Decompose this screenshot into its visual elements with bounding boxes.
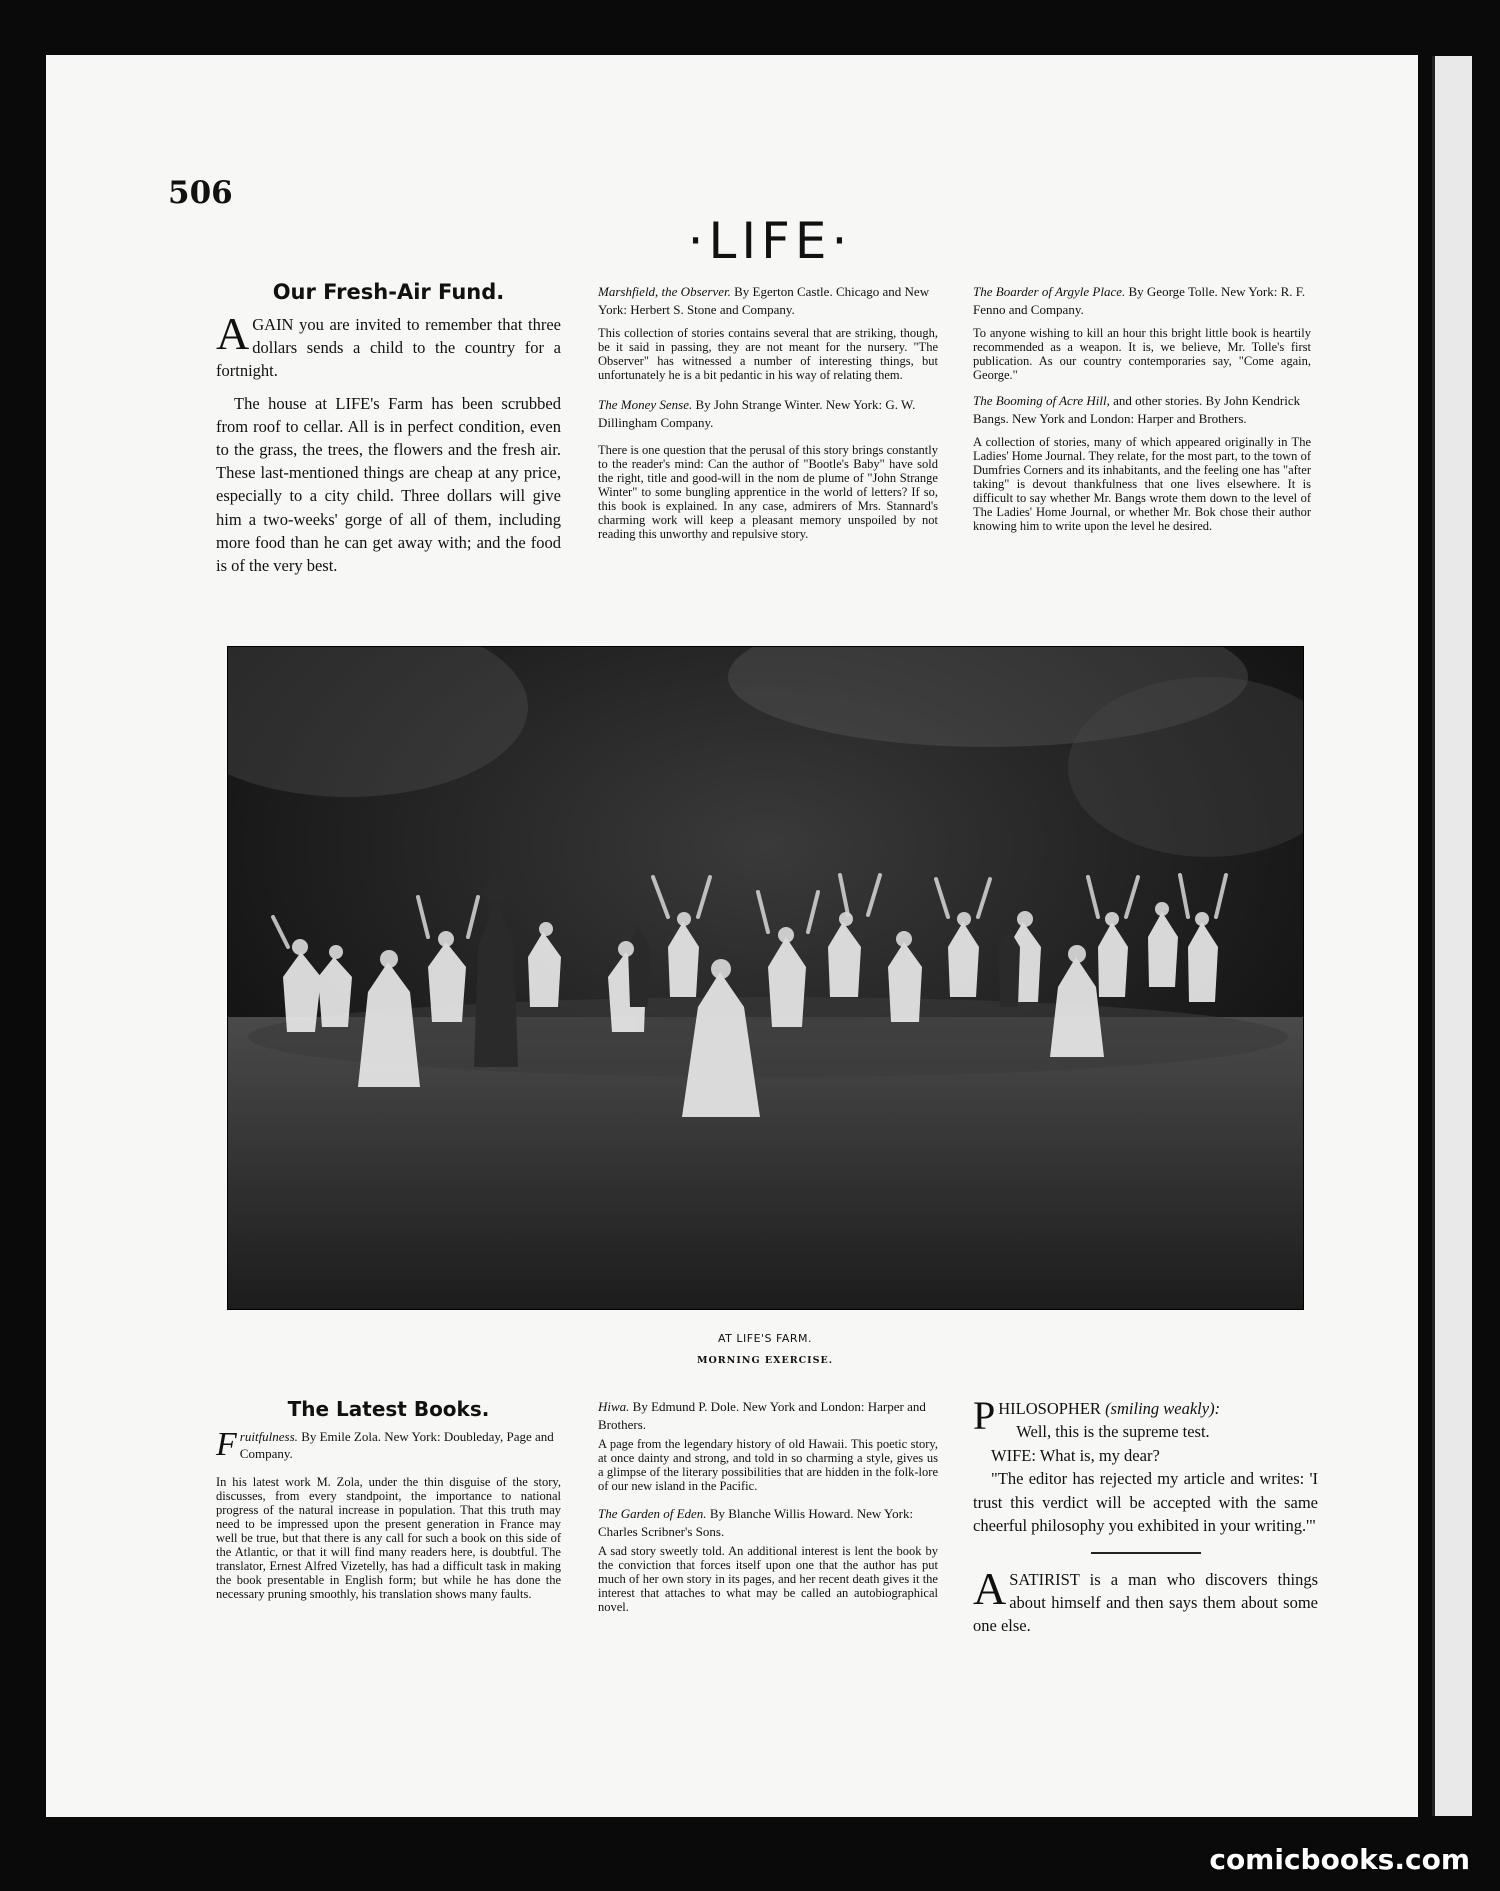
fresh-air-paragraph-2: The house at LIFE's Farm has been scrubbed from roof to cellar. All is in perfect condition, even to the grass, the trees, the flowers and the fresh air. These last-mentioned things are cheap at any price, especially to a city child. Three dollars will give him a two-weeks' gorge of all of them, including more food than he can get away with; and the food is of the very best. (216, 394, 561, 575)
fresh-air-fund-article (216, 280, 561, 577)
hiwa-review: A page from the legendary history of old Hawaii. This poetic story, at once dainty and strong, and told in so charming a style, gives us a glimpse of the literary possibilities that are hidden in the folk-lore of our new island in the Pacific. (598, 1437, 938, 1494)
photo-caption-title: AT LIFE'S FARM. (717, 1332, 812, 1345)
humor-column (973, 1393, 1318, 1638)
masthead-life: ·LIFE· (687, 212, 853, 270)
garden-of-eden-review: A sad story sweetly told. An additional interest is lent the book by the conviction that forces itself upon one that the author has put much of her own story in its pages, and her recent death gives it the interest that attaches to what may be called an autobiographical novel. (598, 1544, 938, 1615)
latest-books-title: The Latest Books. (287, 1397, 490, 1421)
latest-books-article (216, 1398, 561, 1601)
money-sense-citation: The Money Sense. By John Strange Winter. New York: G. W. Dillingham Company. (598, 397, 916, 430)
farm-photograph (227, 646, 1304, 1310)
fresh-air-title: Our Fresh-Air Fund. (272, 280, 505, 304)
adjacent-page-edge (1432, 56, 1472, 1816)
fresh-air-paragraph-1: AGAIN you are invited to remember that three dollars sends a child to the country for a fortnight. (216, 307, 561, 380)
satirist-joke: ASATIRIST is a man who discovers things about himself and then says them about some one else. (973, 1562, 1318, 1636)
fruitfulness-review: In his latest work M. Zola, under the thin disguise of the story, discusses, from every standpoint, the importance to national progress of the natural increase in population. That this truth may need to be impressed upon the present generation in France may well be true, but that there is any call for such a book on this side of the Atlantic, or that it will find many readers here, is doubtful. The translator, Ernest Alfred Vizetelly, has had a difficult task in making the book presentable in English form; but while he has done the necessary pruning smoothly, his translation shows many faults. (216, 1474, 561, 1601)
children-dancing-image (228, 647, 1304, 1310)
money-sense-review: There is one question that the perusal of this story brings constantly to the reader's mind: Can the author of "Bootle's Baby" have sold the right, title and good-will in the nom de plume of "John Strange Winter" to some bungling apprentice in the world of letters? If so, this book is explained. In any case, admirers of Mrs. Stannard's charming work will keep a pleasant memory unspoiled by not reading this unworthy and repulsive story. (598, 443, 938, 542)
photo-caption-subtitle: MORNING EXERCISE. (696, 1355, 834, 1366)
reviews-column-3-top (973, 283, 1311, 533)
garden-of-eden-citation: The Garden of Eden. By Blanche Willis Howard. New York: Charles Scribner's Sons. (598, 1506, 914, 1539)
watermark-text: comicbooks.com (1209, 1843, 1470, 1876)
section-divider (1091, 1552, 1201, 1554)
fruitfulness-citation: Fruitfulness. By Emile Zola. New York: Doubleday, Page and Company. (216, 1425, 554, 1463)
page-number: 506 (168, 175, 233, 211)
acre-hill-citation: The Booming of Acre Hill, and other stories. By John Kendrick Bangs. New York and London: Harper and Brothers. (973, 393, 1301, 426)
boarder-citation: The Boarder of Argyle Place. By George Tolle. New York: R. F. Fenno and Company. (973, 284, 1306, 317)
marshfield-review: This collection of stories contains several that are striking, though, be it said in passing, they are not meant for the nursery. "The Observer" has witnessed a number of interesting things, but unfortunately he is a bit pedantic in his way of relating them. (598, 326, 938, 383)
marshfield-citation: Marshfield, the Observer. By Egerton Castle. Chicago and New York: Herbert S. Stone and Company. (598, 284, 930, 317)
drop-cap: A (216, 307, 250, 359)
philosopher-joke: PHILOSOPHER (smiling weakly): Well, this is the supreme test. (973, 1393, 1221, 1442)
editor-quote: "The editor has rejected my article and writes: 'I trust this verdict will be accepted with the same cheerful philosophy you exhibited in your writing.'" (973, 1469, 1318, 1536)
reviews-column-2-bottom (598, 1398, 938, 1614)
hiwa-citation: Hiwa. By Edmund P. Dole. New York and London: Harper and Brothers. (598, 1399, 926, 1432)
reviews-column-2-top (598, 283, 938, 541)
acre-hill-review: A collection of stories, many of which appeared originally in The Ladies' Home Journal. They relate, for the most part, to the town of Dumfries Corners and its inhabitants, and the feeling one has "after taking" is devout thankfulness that one lives elsewhere. It is difficult to say whether Mr. Bangs wrote them down to the level of The Ladies' Home Journal, or whether Mr. Bok chose their author knowing him to write upon the level he desired. (973, 435, 1311, 534)
wife-line: WIFE: What is, my dear? (991, 1445, 1160, 1465)
boarder-review: To anyone wishing to kill an hour this bright little book is heartily recommended as a weapon. It is, we believe, Mr. Tolle's first publication. As our country contemporaries say, "Come again, George." (973, 326, 1311, 383)
